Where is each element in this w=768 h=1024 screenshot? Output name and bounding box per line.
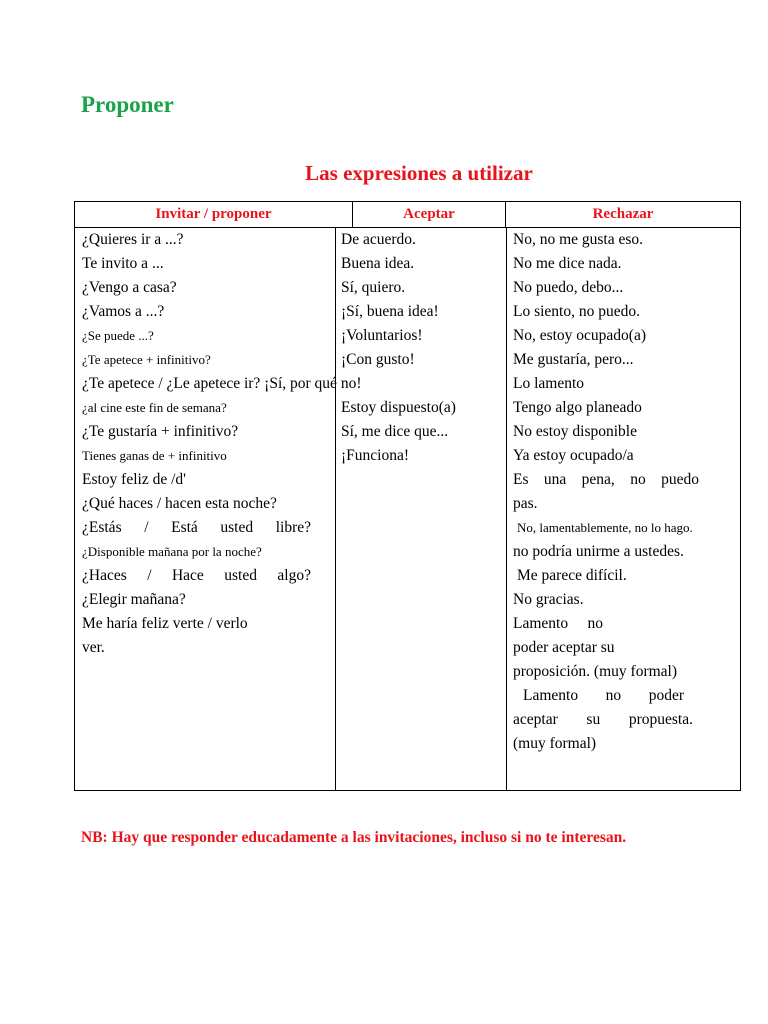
list-item: Me haría feliz verte / verlo — [82, 615, 248, 632]
list-item: Lo lamento — [513, 375, 585, 392]
list-item: ¡Con gusto! — [341, 351, 415, 368]
list-item: ¿Estás / Está usted libre? — [82, 519, 311, 536]
list-item: Ya estoy ocupado/a — [513, 447, 634, 464]
list-item: ¿Disponible mañana por la noche? — [82, 544, 262, 559]
list-item: no podría unirme a ustedes. — [513, 543, 684, 560]
list-item: ¿Te apetece / ¿Le apetece ir? ¡Sí, por qué no! — [82, 375, 362, 392]
list-item: No gracias. — [513, 591, 584, 608]
list-item: De acuerdo. — [341, 231, 416, 248]
list-item: ¿Elegir mañana? — [82, 591, 186, 608]
list-item: No puedo, debo... — [513, 279, 624, 296]
list-item: ¿Se puede ...? — [82, 328, 154, 343]
header-rechazar: Rechazar — [592, 206, 654, 222]
list-item: ¿Qué haces / hacen esta noche? — [82, 495, 277, 512]
list-item: Sí, quiero. — [341, 279, 406, 296]
list-item: Estoy dispuesto(a) — [341, 399, 456, 416]
list-item: ¿Te gustaría + infinitivo? — [82, 423, 239, 440]
list-item: No me dice nada. — [513, 255, 622, 272]
header-invitar: Invitar / proponer — [75, 202, 353, 227]
list-item: Tienes ganas de + infinitivo — [82, 448, 227, 463]
list-item: ¡Funciona! — [341, 447, 410, 464]
list-item — [341, 372, 501, 396]
list-item: No estoy disponible — [513, 423, 637, 440]
list-item: No, estoy ocupado(a) — [513, 327, 646, 344]
list-item: Me parece difícil. — [517, 567, 627, 584]
list-item: Lamento no — [513, 615, 603, 632]
header-aceptar: Aceptar — [353, 202, 506, 227]
page-heading: Proponer — [81, 92, 174, 117]
list-item: ¿Te apetece + infinitivo? — [82, 352, 211, 367]
list-item: ¿Quieres ir a ...? — [82, 231, 184, 248]
expressions-table — [74, 201, 741, 791]
list-item: Sí, me dice que... — [341, 423, 449, 440]
table-title: Las expresiones a utilizar — [305, 161, 533, 185]
list-item: ver. — [82, 639, 105, 656]
list-item: No, lamentablemente, no lo hago. — [517, 520, 693, 535]
list-item: ¿Vengo a casa? — [82, 279, 177, 296]
list-item: ¡Voluntarios! — [341, 327, 423, 344]
list-item: Estoy feliz de /d' — [82, 471, 186, 488]
list-item: Tengo algo planeado — [513, 399, 642, 416]
list-item: proposición. (muy formal) — [513, 663, 678, 680]
list-item: (muy formal) — [513, 735, 597, 752]
list-item: Buena idea. — [341, 255, 415, 272]
column-divider-2 — [506, 228, 507, 790]
footnote: NB: Hay que responder educadamente a las invitaciones, incluso si no te interesan. — [81, 829, 627, 846]
list-item: aceptar su propuesta. — [513, 711, 693, 728]
rechazar-column — [513, 228, 735, 756]
list-item: pas. — [513, 495, 538, 512]
list-item: ¿al cine este fin de semana? — [82, 400, 227, 415]
list-item: ¡Sí, buena idea! — [341, 303, 439, 320]
aceptar-column — [341, 228, 501, 468]
list-item: ¿Vamos a ...? — [82, 303, 165, 320]
list-item: Es una pena, no puedo — [513, 471, 699, 488]
list-item: No, no me gusta eso. — [513, 231, 644, 248]
list-item: ¿Haces / Hace usted algo? — [82, 567, 311, 584]
list-item: poder aceptar su — [513, 639, 615, 656]
list-item: Lamento no poder — [523, 687, 684, 704]
list-item: Te invito a ... — [82, 255, 164, 272]
list-item: Me gustaría, pero... — [513, 351, 634, 368]
list-item: Lo siento, no puedo. — [513, 303, 640, 320]
